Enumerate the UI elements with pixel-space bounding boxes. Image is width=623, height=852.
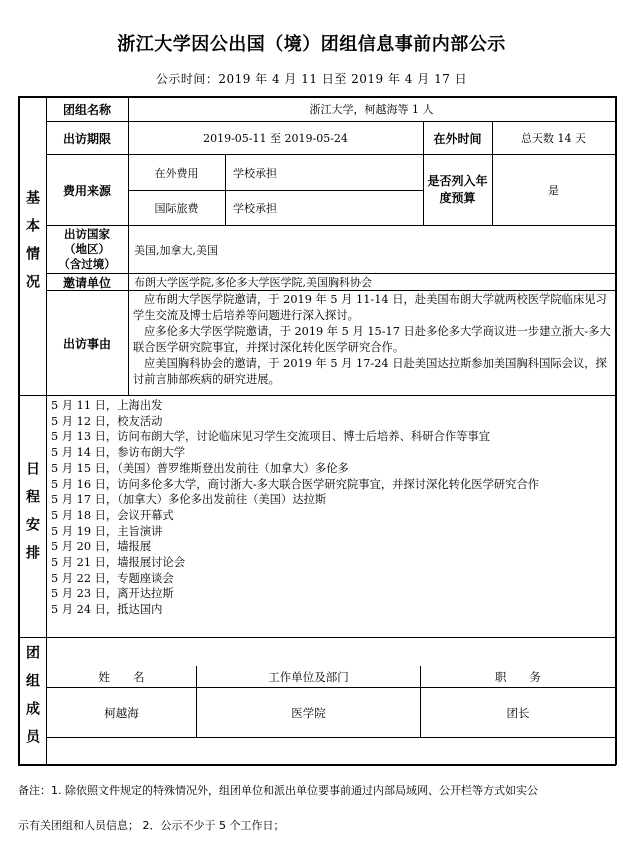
schedule-item: 5 月 18 日，会议开幕式: [51, 508, 174, 522]
abroad-cost-label: 在外费用: [154, 166, 199, 180]
note-line: 示有关团组和人员信息； 2．公示不少于 5 个工作日；: [18, 819, 285, 832]
inviter-value: 布朗大学医学院,多伦多大学医学院,美国胸科协会: [134, 276, 372, 289]
member-role: 团长: [506, 705, 530, 720]
countries-value: 美国,加拿大,美国: [134, 243, 218, 257]
funding-label: 费用来源: [62, 183, 111, 198]
visit-period-value: 2019-05-11 至 2019-05-24: [203, 132, 348, 145]
schedule-item: 5 月 15 日，（美国）普罗维斯登出发前往（加拿大）多伦多: [51, 461, 349, 475]
visit-period-label: 出访期限: [62, 131, 111, 146]
schedule-item: 5 月 17 日，（加拿大）多伦多出发前往（美国）达拉斯: [51, 493, 327, 507]
abroad-time-value: 总天数 14 天: [521, 132, 586, 145]
intl-travel-value: 学校承担: [233, 202, 277, 215]
abroad-cost-value: 学校承担: [233, 166, 277, 180]
schedule-section-label: 日程安排: [24, 460, 40, 573]
schedule-item: 5 月 24 日，抵达国内: [51, 603, 163, 617]
members-header-name: 姓 名: [98, 669, 145, 684]
countries-label: 出访国家 （地区） （含过境）: [58, 227, 116, 271]
group-name-label: 团组名称: [62, 102, 111, 117]
schedule-item: 5 月 14 日，参访布朗大学: [51, 446, 186, 460]
abroad-time-label: 在外时间: [433, 131, 482, 146]
purpose-paragraph: 应多伦多大学医学院邀请，于 2019 年 5 月 15-17 日赴多伦多大学商议进一步建立浙大-多大联合医学研究院事宜，并探讨深化转化医学研究合作。: [133, 325, 611, 354]
schedule-item: 5 月 22 日，专题座谈会: [51, 571, 174, 585]
note-line: 备注：1. 除依照文件规定的特殊情况外，组团单位和派出单位要事前通过内部局域网、公开栏等方式如实公: [18, 784, 538, 797]
purpose-paragraph: 应布朗大学医学院邀请，于 2019 年 5 月 11-14 日，赴美国布朗大学就两校医学院临床见习学生交流及博士后培养等问题进行深入探讨。: [133, 293, 607, 322]
schedule-item: 5 月 19 日，主旨演讲: [51, 524, 163, 538]
schedule-item: 5 月 16 日，访问多伦多大学，商讨浙大-多大联合医学研究院事宜，并探讨深化转化医学研究合作: [51, 477, 540, 491]
schedule-item: 5 月 11 日，上海出发: [51, 399, 163, 412]
budget-label: 是否列入年度预算: [427, 174, 488, 205]
members-section-label: 团组成员: [24, 645, 40, 757]
schedule-item: 5 月 12 日，校友活动: [51, 414, 163, 428]
schedule-item: 5 月 23 日，离开达拉斯: [51, 587, 174, 601]
member-name: 柯越海: [104, 705, 139, 720]
basic-section-label: 基本情况: [24, 189, 40, 302]
budget-value: 是: [548, 184, 559, 197]
intl-travel-label: 国际旅费: [154, 202, 199, 215]
inviter-label: 邀请单位: [62, 275, 111, 290]
purpose-paragraph: 应美国胸科协会的邀请，于 2019 年 5 月 17-24 日赴美国达拉斯参加美国胸科国际会议，探讨前言肺部疾病的研究进展。: [133, 357, 607, 386]
page-title: 浙江大学因公出国（境）团组信息事前内部公示: [117, 34, 506, 55]
publicity-period: 公示时间：2019 年 4 月 11 日至 2019 年 4 月 17 日: [155, 72, 468, 86]
schedule-item: 5 月 21 日，墙报展讨论会: [51, 556, 186, 570]
group-name-value: 浙江大学，柯越海等 1 人: [309, 103, 434, 116]
purpose-text: [133, 292, 613, 388]
member-unit: 医学院: [291, 705, 326, 720]
schedule-item: 5 月 20 日，墙报展: [51, 540, 152, 554]
members-header-role: 职 务: [495, 669, 541, 684]
schedule-list: [51, 398, 613, 618]
schedule-item: 5 月 13 日，访问布朗大学，讨论临床见习学生交流项目、博士后培养、科研合作等事宜: [51, 430, 491, 444]
purpose-label: 出访事由: [62, 336, 111, 351]
members-header-unit: 工作单位及部门: [268, 669, 349, 684]
